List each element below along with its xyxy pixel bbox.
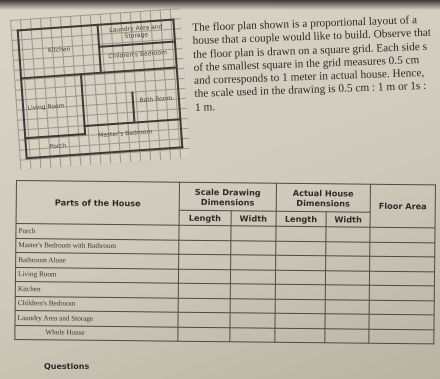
floor-area-cell[interactable] [369,271,434,286]
dimensions-table [14,180,436,344]
wall [24,133,86,139]
table-header-row [16,181,435,213]
actual-width-cell[interactable] [326,227,370,242]
scale-length-cell[interactable] [178,283,230,298]
floor-area-cell[interactable] [370,227,435,242]
actual-length-cell[interactable] [275,284,326,299]
room-label-laundry: Laundry Area and Storage [109,23,163,41]
floor-area-cell[interactable] [370,256,435,271]
scale-length-cell[interactable] [178,269,230,284]
header-scale-length: Length [179,210,231,226]
actual-width-cell[interactable] [325,314,369,329]
scale-width-cell[interactable] [230,298,275,313]
row-label: Bathroom Alone [16,253,179,269]
scale-width-cell[interactable] [230,313,275,328]
actual-width-cell[interactable] [325,299,369,314]
header-actual: Actual House Dimensions [276,183,371,212]
row-label: Porch [16,224,179,240]
scale-width-cell[interactable] [230,284,275,299]
wall [131,92,135,122]
actual-length-cell[interactable] [275,299,326,314]
actual-length-cell[interactable] [276,226,327,241]
room-label-bath: Bath Room [139,94,173,105]
actual-length-cell[interactable] [275,270,326,285]
page-shadow [0,0,440,10]
questions-heading: Questions [44,362,90,371]
wall [98,41,174,48]
actual-width-cell[interactable] [325,285,369,300]
wall [172,19,183,149]
room-label-childrens-bedroom: Children's Bedroom [108,49,168,61]
scale-width-cell[interactable] [230,240,275,255]
dimensions-table-wrap [14,180,440,374]
row-label: Children's Bedroom [15,296,178,312]
table-row [15,325,434,344]
header-actual-length: Length [276,211,327,227]
actual-width-cell[interactable] [325,270,369,285]
scale-width-cell[interactable] [230,269,275,284]
actual-length-cell[interactable] [274,328,325,343]
actual-width-cell[interactable] [326,256,370,271]
header-actual-width: Width [326,212,370,227]
scale-length-cell[interactable] [179,240,231,255]
row-label: Kitchen [15,281,178,297]
room-label-porch: Porch [49,142,67,151]
actual-length-cell[interactable] [275,313,326,328]
actual-width-cell[interactable] [326,241,370,256]
floor-area-cell[interactable] [369,300,434,315]
scale-length-cell[interactable] [178,298,230,313]
actual-length-cell[interactable] [275,255,326,270]
row-label: Whole House [15,325,178,341]
scale-length-cell[interactable] [179,254,231,269]
floor-area-cell[interactable] [370,242,435,257]
scale-length-cell[interactable] [178,327,230,342]
room-label-kitchen: Kitchen [47,45,71,55]
floor-area-cell[interactable] [369,314,434,329]
header-parts: Parts of the House [16,181,179,226]
scale-width-cell[interactable] [231,226,276,241]
floor-area-cell[interactable] [369,285,434,300]
wall [20,67,176,80]
actual-width-cell[interactable] [325,328,369,343]
scale-width-cell[interactable] [229,327,274,342]
scale-width-cell[interactable] [230,255,275,270]
description-paragraph: The floor plan shown is a proportional layout of a house that a couple would like to build. Observe that the floor plan is drawn on a square grid. Each side s of the smallest square in the grid measures 0.5 cm and corresponds to 1 meter in actual house. Hence, the scale used in the drawing is 0.5 cm : 1 m or 1s : 1 m. [192,14,432,114]
scale-length-cell[interactable] [179,225,231,240]
header-scale: Scale Drawing Dimensions [179,182,276,211]
scale-length-cell[interactable] [178,312,230,327]
actual-length-cell[interactable] [275,241,326,256]
row-label: Master's Bedroom with Bathroom [16,238,179,254]
row-label: Laundry Area and Storage [15,310,178,326]
row-label: Living Room [15,267,178,283]
header-scale-width: Width [231,211,276,226]
wall [84,118,180,127]
room-label-living-room: Living Room [27,102,65,112]
description-text [192,14,435,115]
room-label-masters-bedroom: Master's Bedroom [97,128,153,140]
floor-area-cell[interactable] [369,329,434,344]
floor-plan-grid [10,8,190,169]
header-floor-area: Floor Area [370,184,435,228]
